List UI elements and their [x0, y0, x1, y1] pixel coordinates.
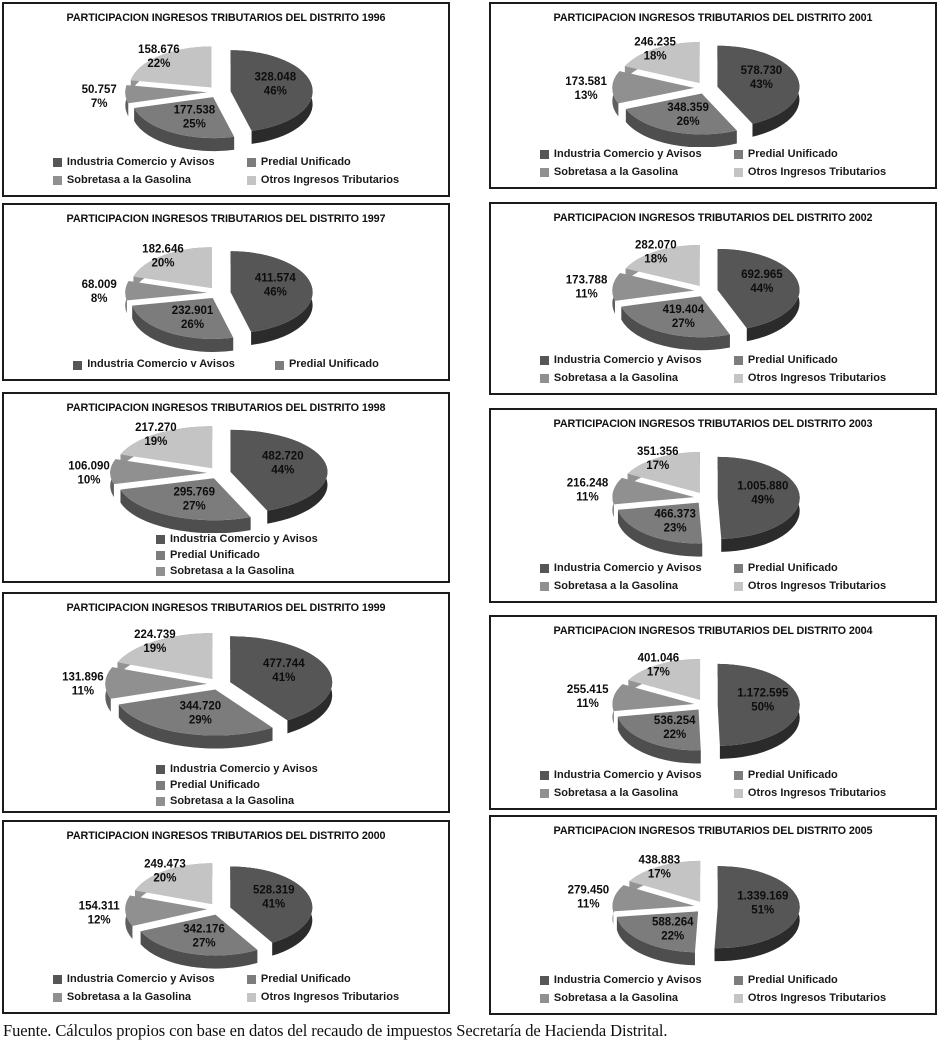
legend-item: [734, 561, 886, 576]
legend-label: Predial Unificado: [747, 973, 838, 986]
slice-value-label: 50.757: [81, 83, 117, 96]
legend-label: Sobretasa a la Gasolina: [170, 794, 295, 807]
chart-card-2005: [489, 815, 937, 1015]
slice-value-label: 255.415: [566, 684, 609, 697]
legend-marker-icon: [540, 356, 549, 365]
source-label: Fuente.: [3, 1021, 52, 1040]
legend-label: Otros Ingresos Tributarios: [747, 786, 887, 799]
slice-value-label: 578.730: [740, 64, 783, 77]
legend-item: [53, 173, 233, 188]
legend-marker-icon: [734, 789, 743, 798]
legend-item: [540, 561, 720, 576]
legend-item: [540, 768, 720, 783]
legend-item: [247, 972, 399, 987]
legend-label: Industria Comercio y Avisos: [170, 763, 318, 775]
slice-value-label: 131.896: [62, 671, 104, 684]
chart-legend: [156, 763, 448, 809]
legend-marker-icon: [734, 564, 743, 573]
legend-item: [156, 763, 448, 777]
slice-value-label: 177.538: [173, 104, 216, 117]
slice-pct-label: 26%: [181, 318, 205, 331]
legend-marker-icon: [540, 374, 549, 383]
pie-chart: [4, 229, 448, 357]
legend-label: Industria Comercio y Avisos: [553, 353, 702, 366]
legend-item: [247, 155, 399, 170]
legend-item: [540, 579, 720, 594]
chart-legend: [491, 973, 935, 1011]
legend-marker-icon: [156, 765, 165, 774]
chart-legend: [4, 155, 448, 193]
chart-card-1998: [2, 392, 450, 583]
legend-item: [53, 972, 233, 987]
slice-value-label: 246.235: [634, 36, 676, 49]
legend-marker-icon: [540, 564, 549, 573]
slice-pct-label: 11%: [577, 898, 600, 911]
legend-label: Sobretasa a la Gasolina: [553, 371, 679, 384]
slice-pct-label: 41%: [272, 671, 296, 684]
slice-value-label: 438.883: [638, 854, 681, 867]
chart-card-2001: [489, 2, 937, 189]
chart-card-2002: [489, 202, 937, 395]
pie-chart: [4, 846, 448, 972]
legend-item: [540, 991, 720, 1006]
legend-marker-icon: [734, 356, 743, 365]
slice-value-label: 158.676: [138, 44, 180, 57]
slice-data-label: [568, 884, 610, 910]
chart-title: PARTICIPACION INGRESOS TRIBUTARIOS DEL DISTRITO 2000: [66, 830, 386, 842]
slice-pct-label: 11%: [576, 491, 599, 504]
legend-label: Predial Unificado: [747, 147, 838, 160]
legend-label: Otros Ingresos Tributarios: [747, 579, 887, 592]
legend-marker-icon: [247, 176, 256, 185]
legend-item: [540, 786, 720, 801]
pie-chart: [491, 28, 935, 147]
legend-item: [247, 990, 399, 1005]
legend-item: [156, 533, 448, 547]
chart-title: PARTICIPACION INGRESOS TRIBUTARIOS DEL DISTRITO 2004: [553, 625, 873, 637]
slice-value-label: 588.264: [651, 916, 694, 929]
legend-label: Otros Ingresos Tributarios: [747, 371, 887, 384]
pie-chart: [491, 228, 935, 353]
slice-pct-label: 26%: [676, 116, 700, 129]
pie-chart: [4, 418, 448, 533]
legend-label: Predial Unificado: [747, 561, 838, 574]
legend-label: Sobretasa a la Gasolina: [66, 990, 192, 1003]
slice-data-label: [82, 84, 117, 110]
legend-label: Predial Unificado: [747, 353, 838, 366]
slice-value-label: 342.176: [183, 923, 225, 936]
chart-title: PARTICIPACION INGRESOS TRIBUTARIOS DEL DISTRITO 1997: [66, 213, 386, 225]
legend-label: Industria Comercio v Avisos: [87, 358, 235, 371]
legend-label: Industria Comercio y Avisos: [66, 972, 215, 985]
slice-value-label: 466.373: [654, 508, 696, 521]
slice-value-label: 282.070: [635, 239, 677, 252]
source-text: Cálculos propios con base en datos del recaudo de impuestos Secretaría de Hacienda Distrital.: [55, 1021, 668, 1040]
legend-marker-icon: [247, 975, 256, 984]
slice-value-label: 224.739: [134, 629, 176, 642]
legend-marker-icon: [156, 551, 165, 560]
slice-value-label: 411.574: [254, 272, 296, 285]
legend-item: [734, 768, 886, 783]
legend-item: [734, 371, 886, 386]
slice-pct-label: 19%: [144, 436, 168, 449]
legend-label: Predial Unificado: [288, 358, 379, 371]
legend-marker-icon: [540, 150, 549, 159]
legend-marker-icon: [53, 975, 62, 984]
slice-value-label: 344.720: [179, 700, 222, 713]
slice-pct-label: 27%: [182, 500, 206, 513]
slice-pct-label: 11%: [71, 685, 95, 698]
legend-marker-icon: [540, 582, 549, 591]
legend-label: Sobretasa a la Gasolina: [553, 579, 679, 592]
chart-card-2003: [489, 408, 937, 603]
slice-data-label: [79, 900, 121, 926]
legend-marker-icon: [247, 993, 256, 1002]
slice-pct-label: 10%: [77, 474, 101, 487]
slice-pct-label: 11%: [575, 288, 598, 301]
legend-marker-icon: [734, 168, 743, 177]
source-note: [3, 1021, 933, 1041]
legend-label: Predial Unificado: [170, 548, 260, 561]
legend-marker-icon: [156, 535, 165, 544]
slice-value-label: 182.646: [142, 243, 184, 256]
legend-marker-icon: [247, 158, 256, 167]
legend-item: [156, 549, 448, 563]
pie-chart: [4, 618, 448, 763]
slice-value-label: 328.048: [254, 71, 297, 84]
slice-pct-label: 23%: [663, 522, 687, 535]
slice-value-label: 348.359: [667, 102, 709, 115]
chart-legend: [491, 768, 935, 806]
slice-pct-label: 29%: [188, 714, 212, 727]
legend-marker-icon: [540, 771, 549, 780]
legend-label: Industria Comercio y Avisos: [553, 973, 702, 986]
legend-marker-icon: [734, 976, 743, 985]
legend-item: [734, 147, 886, 162]
legend-marker-icon: [540, 789, 549, 798]
slice-value-label: 482.720: [262, 450, 304, 463]
legend-item: [275, 357, 379, 373]
slice-pct-label: 17%: [646, 459, 670, 472]
chart-title: PARTICIPACION INGRESOS TRIBUTARIOS DEL DISTRITO 2002: [553, 212, 873, 224]
legend-item: [247, 173, 399, 188]
slice-data-label: [567, 478, 609, 504]
legend-label: Industria Comercio y Avisos: [553, 768, 702, 781]
chart-card-1997: [2, 203, 450, 381]
legend-marker-icon: [734, 582, 743, 591]
legend-item: [53, 155, 233, 170]
slice-pct-label: 43%: [749, 78, 773, 91]
slice-value-label: 1.005.880: [737, 480, 789, 493]
slice-pct-label: 17%: [647, 868, 671, 881]
slice-value-label: 351.356: [636, 445, 679, 458]
chart-title: PARTICIPACION INGRESOS TRIBUTARIOS DEL DISTRITO 2003: [553, 418, 873, 430]
legend-item: [53, 990, 233, 1005]
legend-marker-icon: [734, 771, 743, 780]
legend-label: Sobretasa a la Gasolina: [170, 564, 295, 577]
slice-value-label: 477.744: [263, 657, 305, 670]
slice-pct-label: 20%: [153, 872, 177, 885]
legend-marker-icon: [53, 158, 62, 167]
pie-chart: [491, 841, 935, 973]
slice-pct-label: 27%: [671, 317, 695, 330]
slice-value-label: 154.311: [78, 900, 120, 913]
legend-item: [156, 779, 448, 793]
slice-pct-label: 19%: [143, 643, 167, 656]
slice-pct-label: 12%: [87, 914, 111, 927]
slice-value-label: 217.270: [135, 422, 177, 435]
chart-card-2004: [489, 615, 937, 810]
legend-marker-icon: [156, 567, 165, 576]
legend-item: [540, 165, 720, 180]
slice-data-label: [565, 76, 607, 102]
chart-card-2000: [2, 820, 450, 1014]
legend-item: [734, 973, 886, 988]
legend-label: Sobretasa a la Gasolina: [66, 173, 192, 186]
legend-label: Sobretasa a la Gasolina: [553, 786, 679, 799]
slice-data-label: [566, 274, 608, 300]
legend-label: Industria Comercio y Avisos: [170, 533, 318, 545]
legend-marker-icon: [734, 150, 743, 159]
legend-label: Predial Unificado: [260, 972, 351, 985]
chart-title: PARTICIPACION INGRESOS TRIBUTARIOS DEL DISTRITO 1996: [66, 12, 386, 24]
slice-data-label: [82, 279, 117, 305]
legend-marker-icon: [53, 176, 62, 185]
chart-legend: [491, 561, 935, 599]
slice-value-label: 216.248: [566, 477, 609, 490]
legend-label: Sobretasa a la Gasolina: [553, 991, 679, 1004]
slice-value-label: 173.581: [565, 75, 607, 88]
chart-title: PARTICIPACION INGRESOS TRIBUTARIOS DEL DISTRITO 1998: [66, 402, 386, 414]
chart-legend: [491, 147, 935, 185]
legend-label: Otros Ingresos Tributarios: [747, 165, 887, 178]
legend-label: Industria Comercio y Avisos: [66, 155, 215, 168]
slice-data-label: [567, 684, 609, 710]
slice-pct-label: 25%: [182, 118, 206, 131]
slice-pct-label: 18%: [644, 253, 668, 266]
slice-pct-label: 51%: [751, 904, 775, 917]
slice-value-label: 68.009: [81, 278, 117, 291]
legend-label: Predial Unificado: [747, 768, 838, 781]
slice-pct-label: 17%: [646, 666, 670, 679]
legend-marker-icon: [53, 993, 62, 1002]
slice-value-label: 232.901: [171, 304, 214, 317]
chart-legend: [4, 357, 448, 377]
legend-label: Industria Comercio y Avisos: [553, 147, 702, 160]
legend-item: [734, 353, 886, 368]
legend-marker-icon: [734, 374, 743, 383]
pie-chart: [491, 434, 935, 561]
slice-pct-label: 44%: [271, 464, 295, 477]
slice-value-label: 401.046: [637, 652, 680, 665]
chart-title: PARTICIPACION INGRESOS TRIBUTARIOS DEL DISTRITO 2001: [553, 12, 873, 24]
legend-item: [156, 795, 448, 809]
legend-label: Predial Unificado: [260, 155, 351, 168]
legend-item: [734, 991, 886, 1006]
legend-item: [540, 353, 720, 368]
legend-marker-icon: [540, 976, 549, 985]
slice-value-label: 1.339.169: [737, 890, 789, 903]
legend-label: Otros Ingresos Tributarios: [260, 990, 400, 1003]
pie-chart: [491, 641, 935, 768]
slice-pct-label: 46%: [263, 85, 287, 98]
slice-data-label: [68, 460, 110, 486]
legend-marker-icon: [540, 168, 549, 177]
slice-pct-label: 22%: [147, 58, 171, 71]
legend-marker-icon: [734, 994, 743, 1003]
legend-item: [540, 147, 720, 162]
slice-pct-label: 7%: [90, 97, 108, 110]
slice-value-label: 295.769: [173, 486, 216, 499]
slice-data-label: [62, 672, 104, 698]
legend-item: [540, 973, 720, 988]
slice-pct-label: 44%: [750, 282, 774, 295]
slice-value-label: 528.319: [252, 884, 295, 897]
legend-label: Otros Ingresos Tributarios: [260, 173, 400, 186]
slice-pct-label: 50%: [751, 701, 775, 714]
chart-title: PARTICIPACION INGRESOS TRIBUTARIOS DEL DISTRITO 1999: [66, 602, 386, 614]
slice-value-label: 279.450: [567, 884, 610, 897]
legend-item: [734, 165, 886, 180]
slice-pct-label: 49%: [751, 494, 775, 507]
slice-pct-label: 46%: [263, 286, 287, 299]
slice-value-label: 249.473: [144, 858, 186, 871]
legend-marker-icon: [275, 361, 284, 370]
slice-pct-label: 22%: [663, 729, 687, 742]
slice-pct-label: 11%: [576, 698, 599, 711]
chart-card-1999: [2, 592, 450, 813]
legend-label: Predial Unificado: [170, 778, 260, 791]
legend-item: [734, 579, 886, 594]
pie-chart: [4, 28, 448, 155]
legend-label: Sobretasa a la Gasolina: [553, 165, 679, 178]
legend-marker-icon: [540, 994, 549, 1003]
chart-title: PARTICIPACION INGRESOS TRIBUTARIOS DEL DISTRITO 2005: [553, 825, 873, 837]
legend-item: [73, 357, 235, 373]
chart-legend: [4, 972, 448, 1010]
slice-pct-label: 20%: [151, 257, 175, 270]
legend-item: [540, 371, 720, 386]
chart-legend: [491, 353, 935, 391]
slice-value-label: 173.788: [565, 274, 608, 287]
legend-item: [156, 565, 448, 579]
slice-value-label: 106.090: [68, 460, 110, 473]
chart-card-1996: [2, 2, 450, 197]
legend-label: Otros Ingresos Tributarios: [747, 991, 887, 1004]
slice-value-label: 692.965: [741, 268, 783, 281]
slice-pct-label: 8%: [90, 292, 108, 305]
slice-pct-label: 27%: [192, 937, 216, 950]
legend-marker-icon: [156, 781, 165, 790]
legend-label: Industria Comercio y Avisos: [553, 561, 702, 574]
slice-pct-label: 22%: [661, 930, 685, 943]
legend-marker-icon: [73, 361, 82, 370]
slice-value-label: 536.254: [653, 715, 696, 728]
legend-marker-icon: [156, 797, 165, 806]
slice-pct-label: 18%: [643, 50, 667, 63]
slice-pct-label: 13%: [574, 89, 598, 102]
slice-value-label: 1.172.595: [737, 687, 789, 700]
chart-legend: [156, 533, 448, 579]
slice-pct-label: 41%: [262, 898, 286, 911]
legend-item: [734, 786, 886, 801]
slice-value-label: 419.404: [662, 303, 705, 316]
